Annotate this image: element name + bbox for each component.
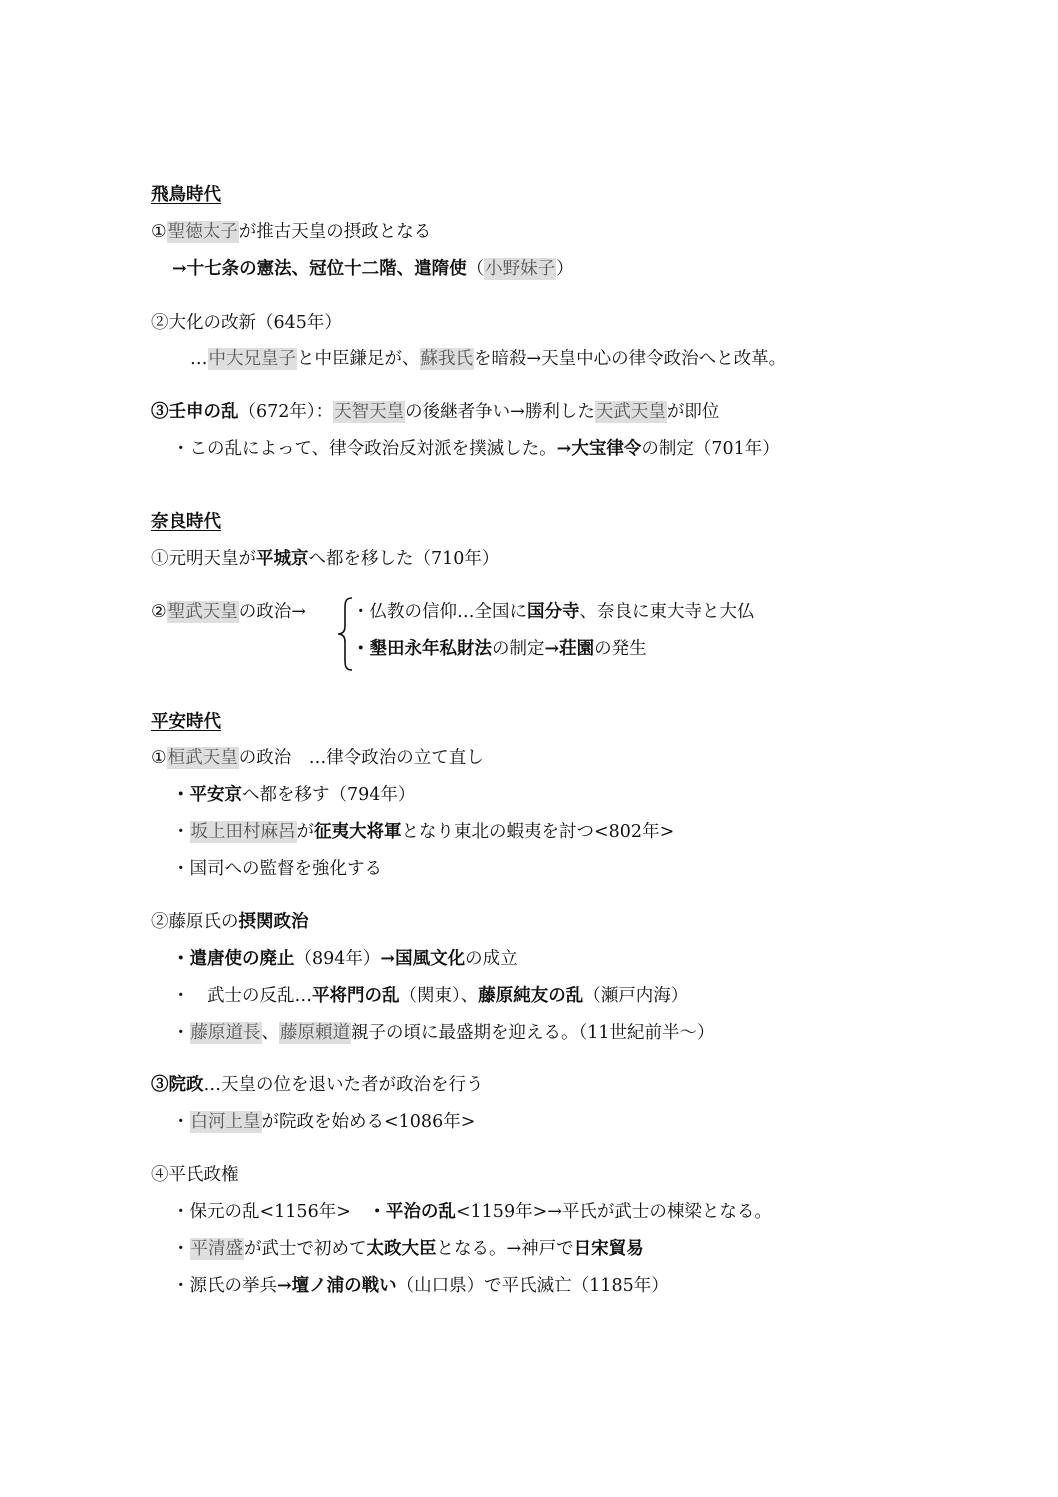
highlighted-name: 聖徳太子 xyxy=(167,222,238,242)
heian-line-1: ①桓武天皇の政治 …律令政治の立て直し xyxy=(151,748,484,768)
asuka-line-3: ②大化の改新（645年） xyxy=(151,313,342,333)
nara-line-1: ①元明天皇が平城京へ都を移した（710年） xyxy=(151,549,500,569)
highlighted-name: 中大兄皇子 xyxy=(208,349,296,369)
heian-line-2: ・平安京へ都を移す（794年） xyxy=(172,785,416,805)
highlighted-name: 小野妹子 xyxy=(485,259,556,279)
highlighted-name: 天智天皇 xyxy=(334,402,405,422)
highlighted-name: 天武天皇 xyxy=(595,402,666,422)
asuka-line-4: …中大兄皇子と中臣鎌足が、蘇我氏を暗殺→天皇中心の律令政治へと改革。 xyxy=(190,349,787,369)
section-heading-heian: 平安時代 xyxy=(151,712,221,732)
asuka-line-1: ①聖徳太子が推古天皇の摂政となる xyxy=(151,222,432,242)
highlighted-name: 桓武天皇 xyxy=(167,748,238,768)
highlighted-name: 蘇我氏 xyxy=(420,349,473,369)
heian-line-4: ・国司への監督を強化する xyxy=(172,859,382,879)
heian-line-10: ・白河上皇が院政を始める<1086年> xyxy=(172,1112,476,1132)
nara-brace-item-2: ・墾田永年私財法の制定→荘園の発生 xyxy=(352,639,647,659)
heian-line-3: ・坂上田村麻呂が征夷大将軍となり東北の蝦夷を討つ<802年> xyxy=(172,822,675,842)
heian-line-14: ・源氏の挙兵→壇ノ浦の戦い（山口県）で平氏滅亡（1185年） xyxy=(172,1276,669,1296)
heian-line-7: ・ 武士の反乱…平将門の乱（関東）、藤原純友の乱（瀬戸内海） xyxy=(172,986,689,1006)
highlighted-name: 藤原道長 xyxy=(190,1023,261,1043)
heian-line-9: ③院政…天皇の位を退いた者が政治を行う xyxy=(151,1075,484,1095)
asuka-line-6: ・この乱によって、律令政治反対派を撲滅した。→大宝律令の制定（701年） xyxy=(172,439,780,459)
heian-line-12: ・保元の乱<1156年> ・平治の乱<1159年>→平氏が武士の棟梁となる。 xyxy=(172,1202,772,1222)
highlighted-name: 坂上田村麻呂 xyxy=(190,822,296,842)
nara-line-2: ②聖武天皇の政治→ xyxy=(151,602,306,622)
heian-line-6: ・遣唐使の廃止（894年）→国風文化の成立 xyxy=(172,949,518,969)
asuka-line-5: ③壬申の乱（672年）：天智天皇の後継者争い→勝利した天武天皇が即位 xyxy=(151,402,720,422)
heian-line-8: ・藤原道長、藤原頼道親子の頃に最盛期を迎える。（11世紀前半～） xyxy=(172,1023,715,1043)
section-heading-asuka: 飛鳥時代 xyxy=(151,185,221,205)
section-heading-nara: 奈良時代 xyxy=(151,512,221,532)
highlighted-name: 白河上皇 xyxy=(190,1112,261,1132)
heian-line-11: ④平氏政権 xyxy=(151,1165,239,1185)
asuka-line-2: →十七条の憲法、冠位十二階、遣隋使（小野妹子） xyxy=(172,259,574,279)
heian-line-13: ・平清盛が武士で初めて太政大臣となる。→神戸で日宋貿易 xyxy=(172,1239,644,1259)
heian-line-5: ②藤原氏の摂関政治 xyxy=(151,912,309,932)
nara-brace-item-1: ・仏教の信仰…全国に国分寺、奈良に東大寺と大仏 xyxy=(352,602,755,622)
highlighted-name: 聖武天皇 xyxy=(167,602,238,622)
highlighted-name: 藤原頼道 xyxy=(280,1023,350,1043)
highlighted-name: 平清盛 xyxy=(190,1239,243,1259)
